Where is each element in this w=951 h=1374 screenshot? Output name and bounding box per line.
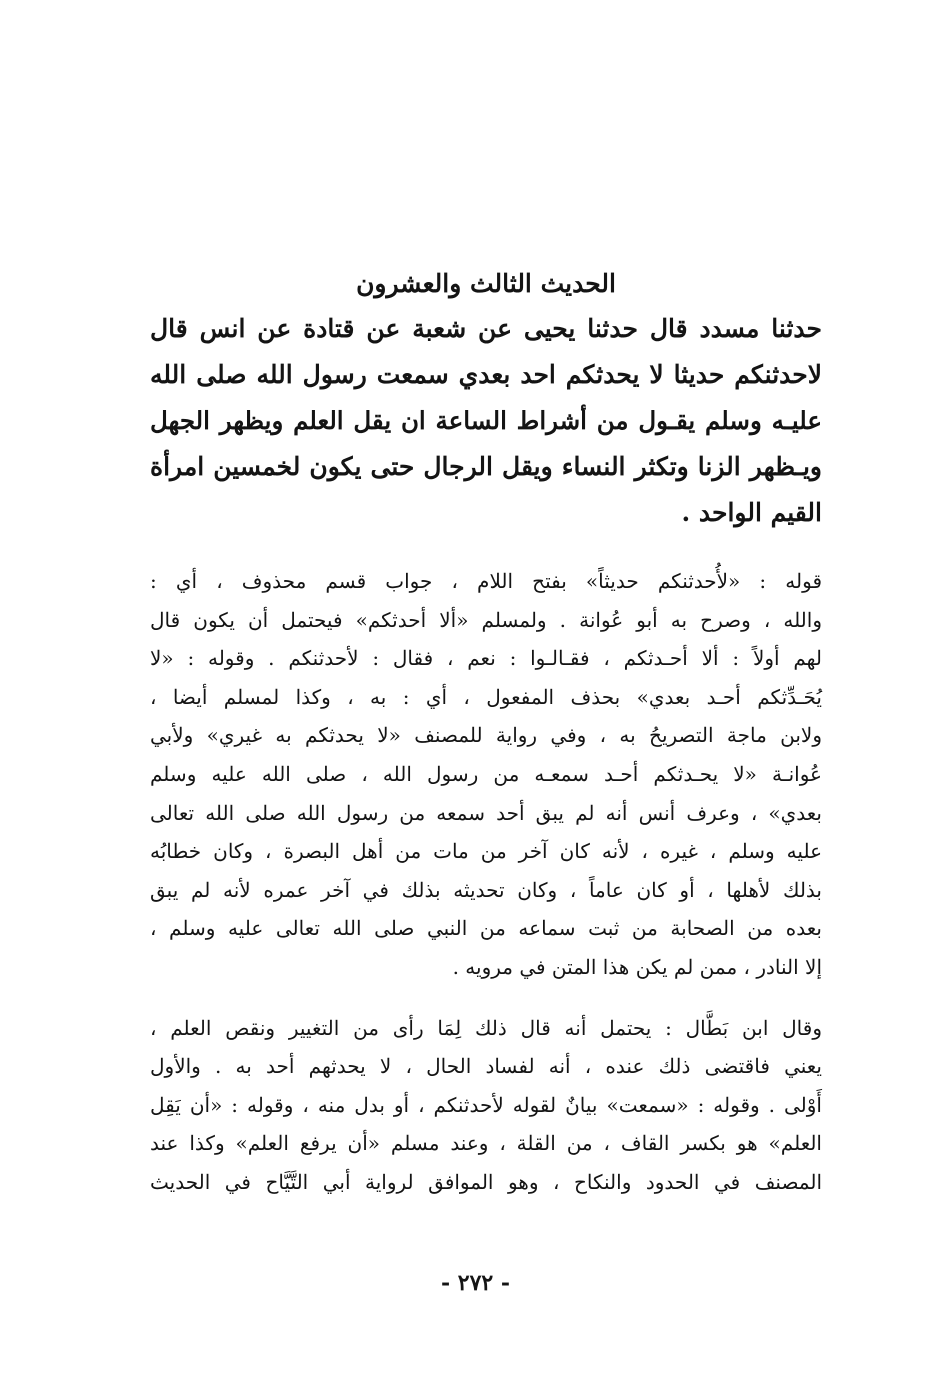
page-number: - ٢٧٢ - <box>440 1270 511 1296</box>
hadith-line: لاحدثنكم حديثا لا يحدثكم احد بعدي سمعت رسول الله صلى الله <box>150 360 822 389</box>
commentary-line: العلم» هو بكسر القاف ، من القلة ، وعند مسلم «أن يرفع العلم» وكذا عند <box>150 1131 822 1156</box>
commentary-line: وقال ابن بَطَّال : يحتمل أنه قال ذلك لِمَا رأى من التغيير ونقص العلم ، <box>150 1015 822 1040</box>
commentary-line: ولابن ماجة التصريحُ به ، وفي رواية للمصنف «لا يحدثكم به غيري» ولأبي <box>150 723 822 748</box>
commentary-paragraph-2 <box>150 1009 822 1202</box>
hadith-line: عليـه وسلم يقـول من أشراط الساعة ان يقل العلم ويظهر الجهل <box>150 406 822 435</box>
commentary-line: يُحَـدِّثكم أحـد بعدي» بحذف المفعول ، أي : به ، وكذا لمسلم أيضا ، <box>150 684 822 709</box>
commentary-line: بعده من الصحابة من ثبت سماعه من النبي صلى الله تعالى عليه وسلم ، <box>150 916 823 941</box>
hadith-line: حدثنا مسدد قال حدثنا يحيى عن شعبة عن قتادة عن انس قال <box>150 314 822 343</box>
commentary-line: بذلك لأهلها ، أو كان عاماً ، وكان تحديثه بذلك في آخر عمره لأنه لم يبق <box>150 877 822 902</box>
commentary-line: أَوْلى . وقوله : «سمعت» بيانٌ لقوله لأحدثنكم ، أو بدل منه ، وقوله : «أن يَقِل <box>150 1092 822 1117</box>
commentary-line: إلا النادر ، ممن لم يكن هذا المتن في مرويه . <box>452 954 822 979</box>
hadith-line: القيم الواحد . <box>681 498 822 527</box>
commentary-line: لهم أولاً : ألا أحـدثكم ، فقـالـوا : نعم ، فقال : لأحدثنكم . وقوله : «لا <box>150 646 822 671</box>
text-block <box>150 262 822 1202</box>
commentary-line: يعني فاقتضى ذلك عنده ، أنه لفساد الحال ، لا يحدثهم أحد به . والأول <box>150 1054 822 1079</box>
hadith-text <box>150 306 822 536</box>
commentary-line: عُوانـة «لا يحـدثكم أحـد سمعـه من رسول الله ، صلى الله عليه وسلم <box>150 761 822 786</box>
commentary-line: بعدي» ، وعرف أنس أنه لم يبق أحد سمعه من رسول الله صلى الله تعالى <box>150 800 823 825</box>
commentary-line: قوله : «لأُحدثنكم حديثاً» بفتح اللام ، جواب قسم محذوف ، أي : <box>150 569 822 593</box>
hadith-heading: الحديث الثالث والعشرون <box>356 269 616 298</box>
hadith-line: ويـظهر الزنا وتكثر النساء ويقل الرجال حتى يكون لخمسين امرأة <box>150 452 822 481</box>
commentary-line: المصنف في الحدود والنكاح ، وهو الموافق لرواية أبي التَّيَّاح في الحديث <box>150 1169 822 1194</box>
commentary-line: عليه وسلم ، غيره ، لأنه كان آخر من مات من أهل البصرة ، وكان خطابُه <box>150 839 822 864</box>
commentary-paragraph-1 <box>150 562 822 987</box>
commentary-line: والله ، وصرح به أبو عُوانة . ولمسلم «ألا أحدثكم» فيحتمل أن يكون قال <box>150 607 822 632</box>
